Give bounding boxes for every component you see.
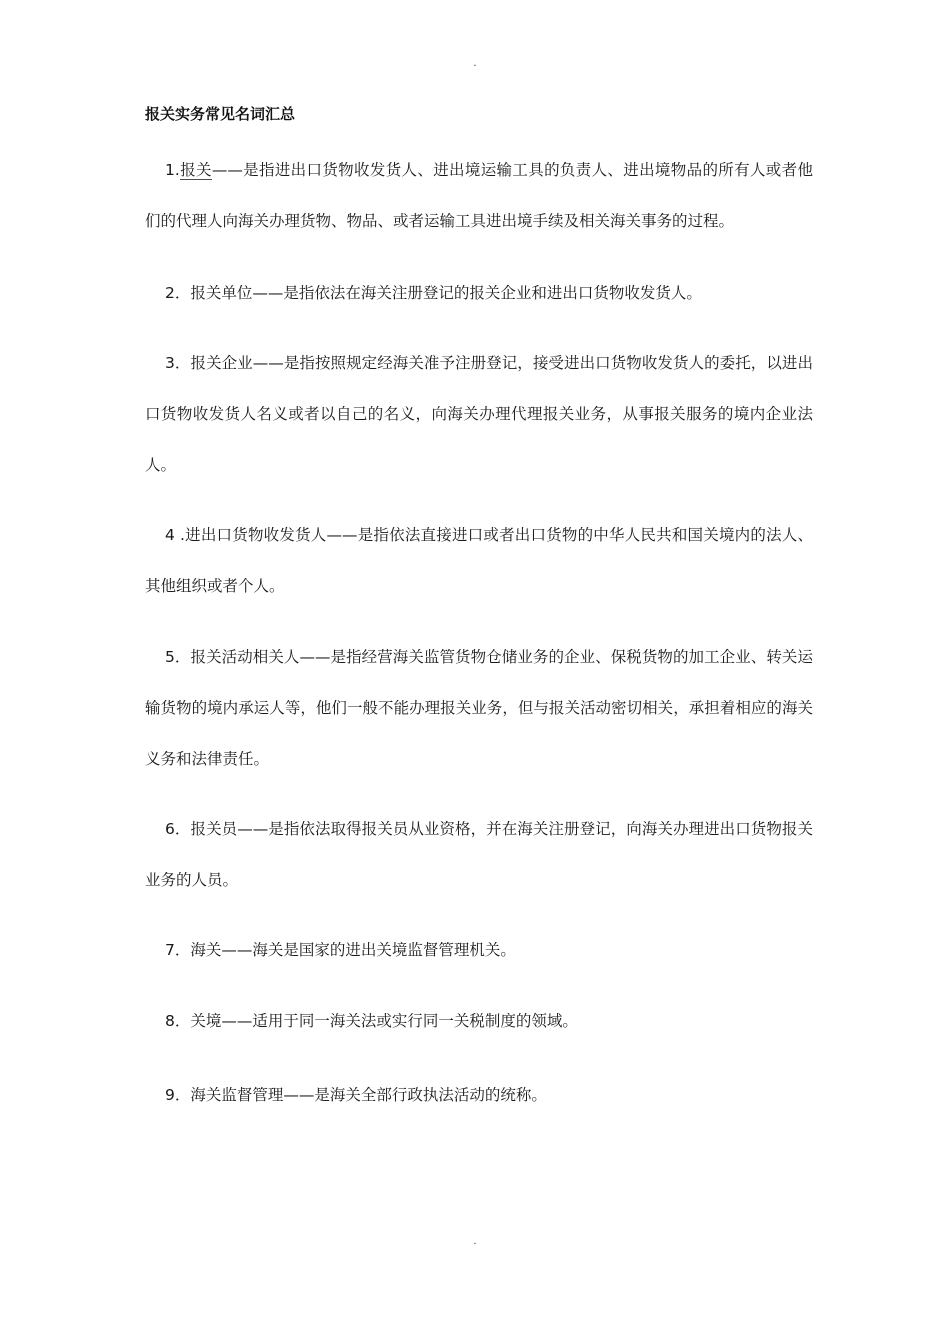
glossary-entry-8	[145, 996, 813, 1047]
entry-definition: ——是指按照规定经海关准予注册登记，接受进出口货物收发货人的委托，以进出口货物收发货人名义或者以自己的名义，向海关办理代理报关业务，从事报关服务的境内企业法人。	[145, 354, 813, 474]
glossary-entry-4	[145, 510, 813, 612]
entry-number: 5．	[165, 648, 191, 666]
entry-number: 2．	[165, 284, 191, 302]
entry-term: 进出口货物收发货人	[184, 526, 327, 544]
page-top-mark: ·	[473, 61, 477, 72]
entry-term: 关境	[190, 1012, 222, 1030]
entry-definition: ——是指依法直接进口或者出口货物的中华人民共和国关境内的法人、其他组织或者个人。	[145, 526, 813, 595]
page-bottom-mark: ·	[473, 1239, 477, 1250]
entry-definition: ——是指依法取得报关员从业资格，并在海关注册登记，向海关办理进出口货物报关业务的人员。	[145, 820, 813, 889]
entry-number: 3．	[165, 354, 191, 372]
glossary-entry-6	[145, 804, 813, 906]
document-title: 报关实务常见名词汇总	[145, 105, 296, 123]
term-link-baoguan[interactable]: 报关	[179, 161, 212, 179]
entry-number: 6．	[165, 820, 191, 838]
entry-number: 9．	[165, 1086, 191, 1104]
entry-number: 8．	[165, 1012, 191, 1030]
glossary-entry-9	[145, 1070, 813, 1121]
glossary-entry-5	[145, 632, 813, 785]
entry-term: 海关监督管理	[190, 1086, 284, 1104]
glossary-entry-3	[145, 338, 813, 491]
entry-number: 7．	[165, 941, 191, 959]
entry-term: 报关活动相关人	[190, 648, 300, 666]
entry-definition: ——是指经营海关监管货物仓储业务的企业、保税货物的加工企业、转关运输货物的境内承运人等，他们一般不能办理报关业务，但与报关活动密切相关，承担着相应的海关义务和法律责任。	[145, 648, 813, 768]
entry-term: 报关员	[190, 820, 238, 838]
entry-term: 海关	[190, 941, 222, 959]
glossary-entry-1	[145, 145, 813, 247]
entry-number: 1.	[165, 161, 180, 179]
glossary-entry-2	[145, 268, 813, 319]
entry-definition: ——是海关全部行政执法活动的统称。	[283, 1086, 547, 1104]
entry-definition: ——适用于同一海关法或实行同一关税制度的领域。	[221, 1012, 578, 1030]
entry-definition: ——是指依法在海关注册登记的报关企业和进出口货物收发货人。	[252, 284, 702, 302]
entry-term: 报关单位	[190, 284, 253, 302]
entry-number: 4 .	[165, 526, 185, 544]
entry-definition: ——海关是国家的进出关境监督管理机关。	[221, 941, 516, 959]
entry-term: 报关企业	[190, 354, 253, 372]
glossary-entry-7	[145, 925, 813, 976]
entry-definition: ——是指进出口货物收发货人、进出境运输工具的负责人、进出境物品的所有人或者他们的代理人向海关办理货物、物品、或者运输工具进出境手续及相关海关事务的过程。	[145, 161, 813, 230]
